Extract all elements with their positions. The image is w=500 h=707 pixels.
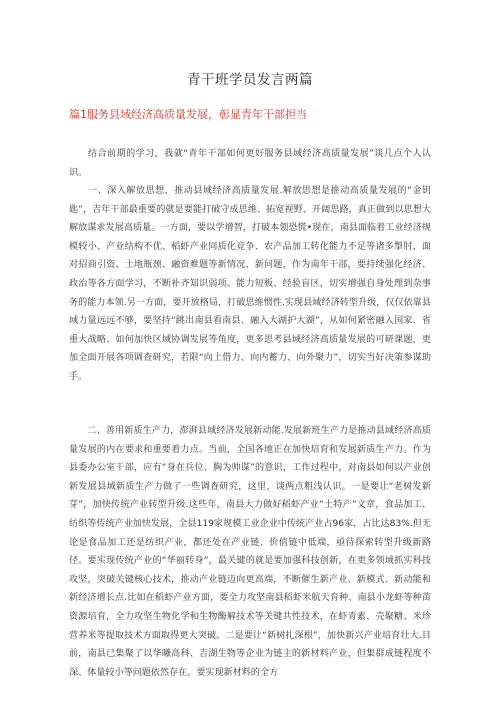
paragraph-section-two: 二、善用新质生产力，澎湃县域经济发展新动能.发展新班生产力是推动县域经济高质量发展的内在要求和重要着力点。当前，全国各地正在加快培育和发展新质生产力。作为县委办公室干部，应有“身在兵位、胸为帅谋”的意识，工作过程中，对南县如何以产业创新发展县域新质生产力做了一些调查研究，这里，谈两点粗浅认识。一是要让“老树发新芽”，加快传统产业转型升级.这些年，南县大力做好稻虾产业“土特产”文章，食品加工、纺织等传统产业加快发展，全县119家规模工业企业中传统产业占96家，占比达83%.但无论是食品加工还是纺织产业，都还处在产业链、价值链中低端，亟待探索转型升级新路径。要实现传统产业的“华丽转身”，最关键的就是要加强科技创新，在更多领域抓实科技攻坚，突破关键核心技术，推动产业链迈向更高端，不断催生新产业、新模式、新动能和新经济增长点.比如在稻虾产业方面，要全力攻坚南县稻虾米航天育种、南县小龙虾等种苗资源培育，全力攻坚生物化学和生物酶解技术等关键共性技术，在虾青素、壳聚糖、米珍营养米等提取技术方面取得更大突破。二是要让“新树扎深根”，加快新兴产业培育壮大.目前，南县已集聚了以华曦高科、吉湖生物等企业为链主的新材料产业，但集群成链程度不深、体量较小等问题依然存在。要实现新材料的全方 <box>69 426 431 678</box>
article-subtitle: 篇1服务县域经济高质量发展，彰显青年干部担当 <box>69 108 307 121</box>
document-title: 青干班学员发言两篇 <box>187 72 313 88</box>
paragraph-intro: 结合前期的学习，我就“青年干部如何更好服务县域经济高质量发展”谈几点个人认识。 <box>69 149 431 178</box>
paragraph-section-one: 一、深入解放思想，推动县域经济高质量发展.解放思想是推动高质量发展的“金钥匙”，吉年干部最重要的就是要能打破守成思维、拓宽视野、开阔思路，真正做到以思想大解放谋求发展高质量。一方面，要以学增智，打破本领恐慌•现在，南县面临着工业经济规模较小、产业结构不优、稻虾产业同质化竞争、农产品加工转化能力不足等诸多掣肘，面对招商引资、土地瓶颈、融资难题等新情况、新问题，作为南年干部，要持续强化经济、政治等各方面学习，不断补齐知识弱项、能力短板、经验盲区，切实增强自身处理到杂事务的能力本领.另一方面，要开放格局，打破思维惯性.实现县域经济转型升级，仅仅依靠县域力量远远不够，要坚持“跳出南县看南县、融入大湖护大湖”，从如何紧密融入国家、省重大战略、如何加快区域协调发展等角度，更多思考县域经济高质量发展的可研课题，更加全面开展各项调查研究，若限“向上借力、向内蓄力、向外聚力”，切实当好决策参谋助手。 <box>69 186 431 382</box>
